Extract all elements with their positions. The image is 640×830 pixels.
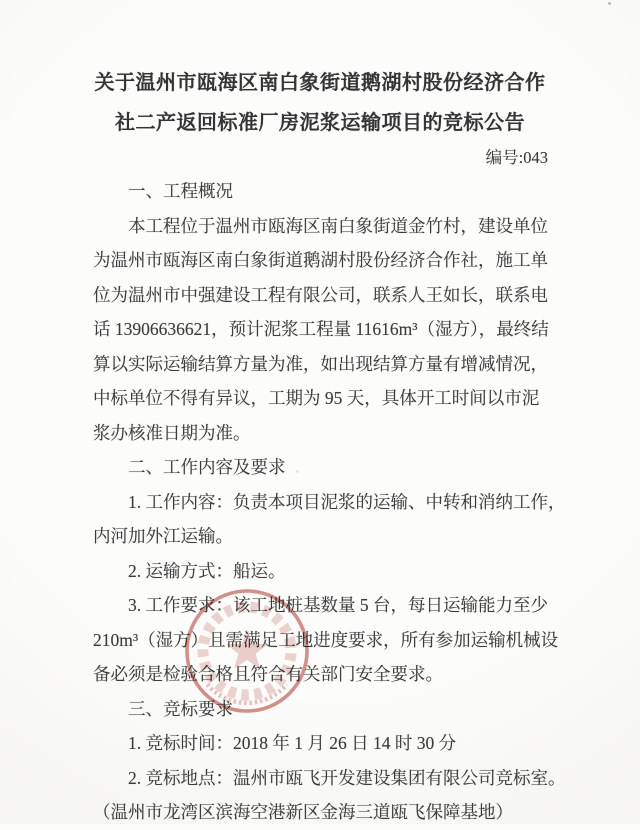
body-line: 2. 竞标地点：温州市瓯飞开发建设集团有限公司竞标室。 bbox=[128, 767, 566, 788]
title-line-2: 社二产返回标准厂房泥浆运输项目的竞标公告 bbox=[115, 112, 525, 134]
body-line: 一、工程概况 bbox=[128, 181, 233, 201]
scan-speck bbox=[128, 88, 130, 90]
document-number: 编号:043 bbox=[485, 148, 548, 167]
body-line: 中标单位不得有异议，工期为 95 天，具体开工时间以市泥 bbox=[93, 388, 540, 408]
body-line: 浆办核准日期为准。 bbox=[93, 422, 251, 443]
body-line: 算以实际运输结算方量为准，如出现结算方量有增减情况， bbox=[93, 353, 548, 374]
body-line: 3. 工作要求：该工地桩基数量 5 台，每日运输能力至少 bbox=[128, 595, 548, 615]
document-title bbox=[0, 63, 640, 143]
body-line: 为温州市瓯海区南白象街道鹅湖村股份经济合作社，施工单 bbox=[93, 250, 548, 270]
body-line: 2. 运输方式：船运。 bbox=[128, 560, 286, 581]
title-line-1: 关于温州市瓯海区南白象街道鹅湖村股份经济合作 bbox=[94, 72, 546, 94]
body-line: 本工程位于温州市瓯海区南白象街道金竹村，建设单位 bbox=[128, 215, 548, 236]
body-line: 三、竞标要求 bbox=[128, 698, 233, 719]
scan-speck bbox=[608, 2, 611, 5]
body-line: 1. 工作内容：负责本项目泥浆的运输、中转和消纳工作， bbox=[128, 491, 566, 512]
body-line: 话 13906636621，预计泥浆工程量 11616m³（湿方），最终结 bbox=[93, 319, 549, 339]
body-line: （温州市龙湾区滨海空港新区金海三道瓯飞保障基地） bbox=[93, 802, 513, 822]
body-line: 二、工作内容及要求 bbox=[128, 457, 286, 477]
scan-speck bbox=[296, 470, 299, 473]
body-line: 位为温州市中强建设工程有限公司，联系人王如长，联系电 bbox=[93, 284, 548, 305]
body-line: 备必须是检验合格且符合有关部门安全要求。 bbox=[93, 664, 443, 684]
document-body bbox=[93, 174, 640, 830]
body-line: 210m³（湿方）且需满足工地进度要求，所有参加运输机械设 bbox=[93, 629, 559, 650]
body-line: 1. 竞标时间：2018 年 1 月 26 日 14 时 30 分 bbox=[128, 733, 457, 753]
body-line: 内河加外江运输。 bbox=[93, 526, 233, 546]
